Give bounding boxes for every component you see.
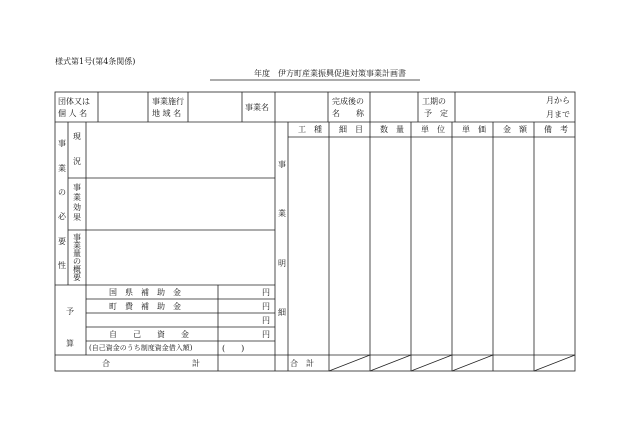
current-char: 現 [73, 132, 81, 141]
loan-amount-paren: ( ) [222, 344, 245, 353]
budget-row-label: 町 費 補 助 金 [109, 302, 181, 311]
outline-char: 要 [73, 273, 81, 282]
applicant-label-2: 個 人 名 [58, 109, 88, 118]
budget-row-label: 自 己 資 金 [109, 330, 189, 339]
completion-label-2: 名 称 [332, 109, 364, 118]
budget-char: 算 [66, 339, 74, 348]
budget-row-label: 国 県 補 助 金 [109, 288, 181, 297]
outline-char: 事 [73, 233, 81, 242]
location-label-1: 事業施行 [152, 97, 184, 106]
outline-char: 概 [73, 265, 81, 274]
detail-char: 事 [278, 160, 286, 169]
detail-column-header: 数 量 [380, 125, 404, 134]
necessity-char: 事 [58, 139, 66, 148]
budget-row-unit: 円 [262, 316, 270, 325]
necessity-char: 要 [58, 237, 66, 246]
budget-total-left: 合 [102, 359, 110, 368]
location-label-2: 地 域 名 [152, 109, 182, 118]
necessity-char: 業 [58, 164, 66, 173]
detail-column-header: 備 考 [544, 125, 568, 134]
applicant-label-1: 団体又は [58, 97, 90, 106]
outline-char: 量 [73, 249, 81, 258]
month-from-label: 月から [546, 96, 570, 105]
detail-column-header: 細 目 [339, 125, 363, 134]
period-label-1: 工期の [422, 97, 446, 106]
form-title: 年度 伊方町産業振興促進対策事業計画書 [254, 69, 406, 78]
budget-row-unit: 円 [262, 288, 270, 297]
necessity-char: 性 [58, 261, 66, 270]
outline-char: の [73, 257, 81, 266]
detail-total-label: 合 計 [290, 359, 314, 368]
budget-row-unit: 円 [262, 302, 270, 311]
budget-char: 予 [66, 307, 74, 316]
budget-row-unit: 円 [262, 330, 270, 339]
detail-column-header: 工 種 [298, 125, 322, 134]
month-until-label: 月まで [546, 110, 570, 119]
outline-char: 業 [73, 241, 81, 250]
loan-note: (自己資金のうち制度資金借入額) [89, 344, 193, 352]
effect-char: 事 [73, 183, 81, 192]
detail-char: 業 [278, 209, 286, 218]
budget-total-right: 計 [192, 359, 200, 368]
form-number: 様式第1号(第4条関係) [55, 57, 136, 66]
detail-column-header: 単 価 [462, 125, 486, 134]
effect-char: 果 [73, 213, 81, 222]
project-name-label: 事業名 [245, 103, 269, 112]
completion-label-1: 完成後の [332, 97, 364, 106]
detail-char: 細 [278, 308, 286, 317]
necessity-char: の [58, 188, 66, 197]
necessity-char: 必 [58, 212, 66, 221]
effect-char: 業 [73, 193, 81, 202]
effect-char: 効 [73, 203, 81, 212]
detail-column-header: 単 位 [421, 125, 445, 134]
current-char: 況 [73, 157, 81, 166]
detail-column-header: 金 額 [503, 125, 527, 134]
detail-char: 明 [278, 259, 286, 268]
period-label-2: 予 定 [424, 109, 448, 118]
